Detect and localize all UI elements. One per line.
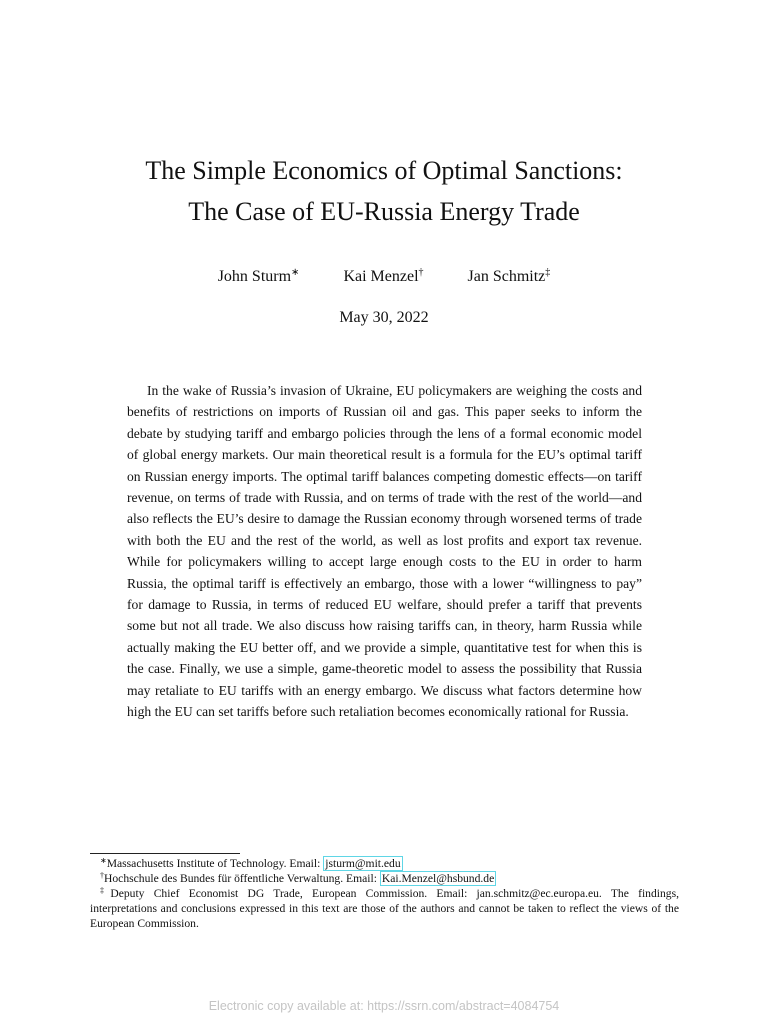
footnotes	[90, 856, 679, 931]
author-3-footnote-mark[interactable]: ‡	[545, 267, 551, 278]
author-3: Jan Schmitz‡	[467, 267, 551, 285]
footnote-3: ‡Deputy Chief Economist DG Trade, European Commission. Email: jan.schmitz@ec.europa.eu. The findings, interpretations and conclusions expressed in this text are those of the authors and cannot be taken to reflect the views of the European Commission.	[90, 886, 680, 930]
ssrn-notice: Electronic copy available at: https://ssrn.com/abstract=4084754	[208, 999, 560, 1013]
title-line-2: The Case of EU-Russia Energy Trade	[188, 197, 580, 226]
author-1: John Sturm∗	[217, 267, 300, 285]
author-2-footnote-mark[interactable]: †	[418, 267, 424, 278]
email-link-menzel[interactable]: Kai.Menzel@hsbund.de	[381, 872, 495, 885]
title-line-1: The Simple Economics of Optimal Sanctions:	[145, 156, 623, 185]
email-link-sturm[interactable]: jsturm@mit.edu	[325, 857, 401, 870]
footnote-2: †Hochschule des Bundes für öffentliche Verwaltung. Email: Kai.Menzel@hsbund.de	[100, 871, 495, 885]
footnote-1: ∗Massachusetts Institute of Technology. Email: jsturm@mit.edu	[100, 856, 401, 870]
paper-title	[0, 150, 768, 232]
author-1-footnote-mark[interactable]: ∗	[291, 267, 300, 278]
author-list	[0, 268, 768, 286]
author-2: Kai Menzel†	[343, 267, 424, 285]
footnote-divider	[90, 853, 240, 854]
abstract: In the wake of Russia’s invasion of Ukraine, EU policymakers are weighing the costs and benefits of restrictions on imports of Russian oil and gas. This paper seeks to inform the debate by studying tariff and embargo policies through the lens of a formal economic model of global energy markets. Our main theoretical result is a formula for the EU’s optimal tariff on Russian energy imports. The optimal tariff balances competing domestic effects—on tariff revenue, on terms of trade with Russia, and on terms of trade with the rest of the world—and also reflects the EU’s desire to damage the Russian economy through worsened terms of trade with both the EU and the rest of the world, as well as lost profits and export tax revenue. While for policymakers willing to accept large enough costs to the EU in order to harm Russia, the optimal tariff is effectively an embargo, those with a lower “willingness to pay” for damage to Russia, in terms of reduced EU welfare, should prefer a tariff that prevents some but not all trade. We also discuss how raising tariffs can, in theory, harm Russia while actually making the EU better off, and we provide a simple, quantitative test for when this is the case. Finally, we use a simple, game-theoretic model to assess the possibility that Russia may retaliate to EU tariffs with an energy embargo. We discuss what factors determine how high the EU can set tariffs before such retaliation becomes economically rational for Russia.	[127, 383, 642, 720]
publication-date: May 30, 2022	[339, 309, 429, 326]
